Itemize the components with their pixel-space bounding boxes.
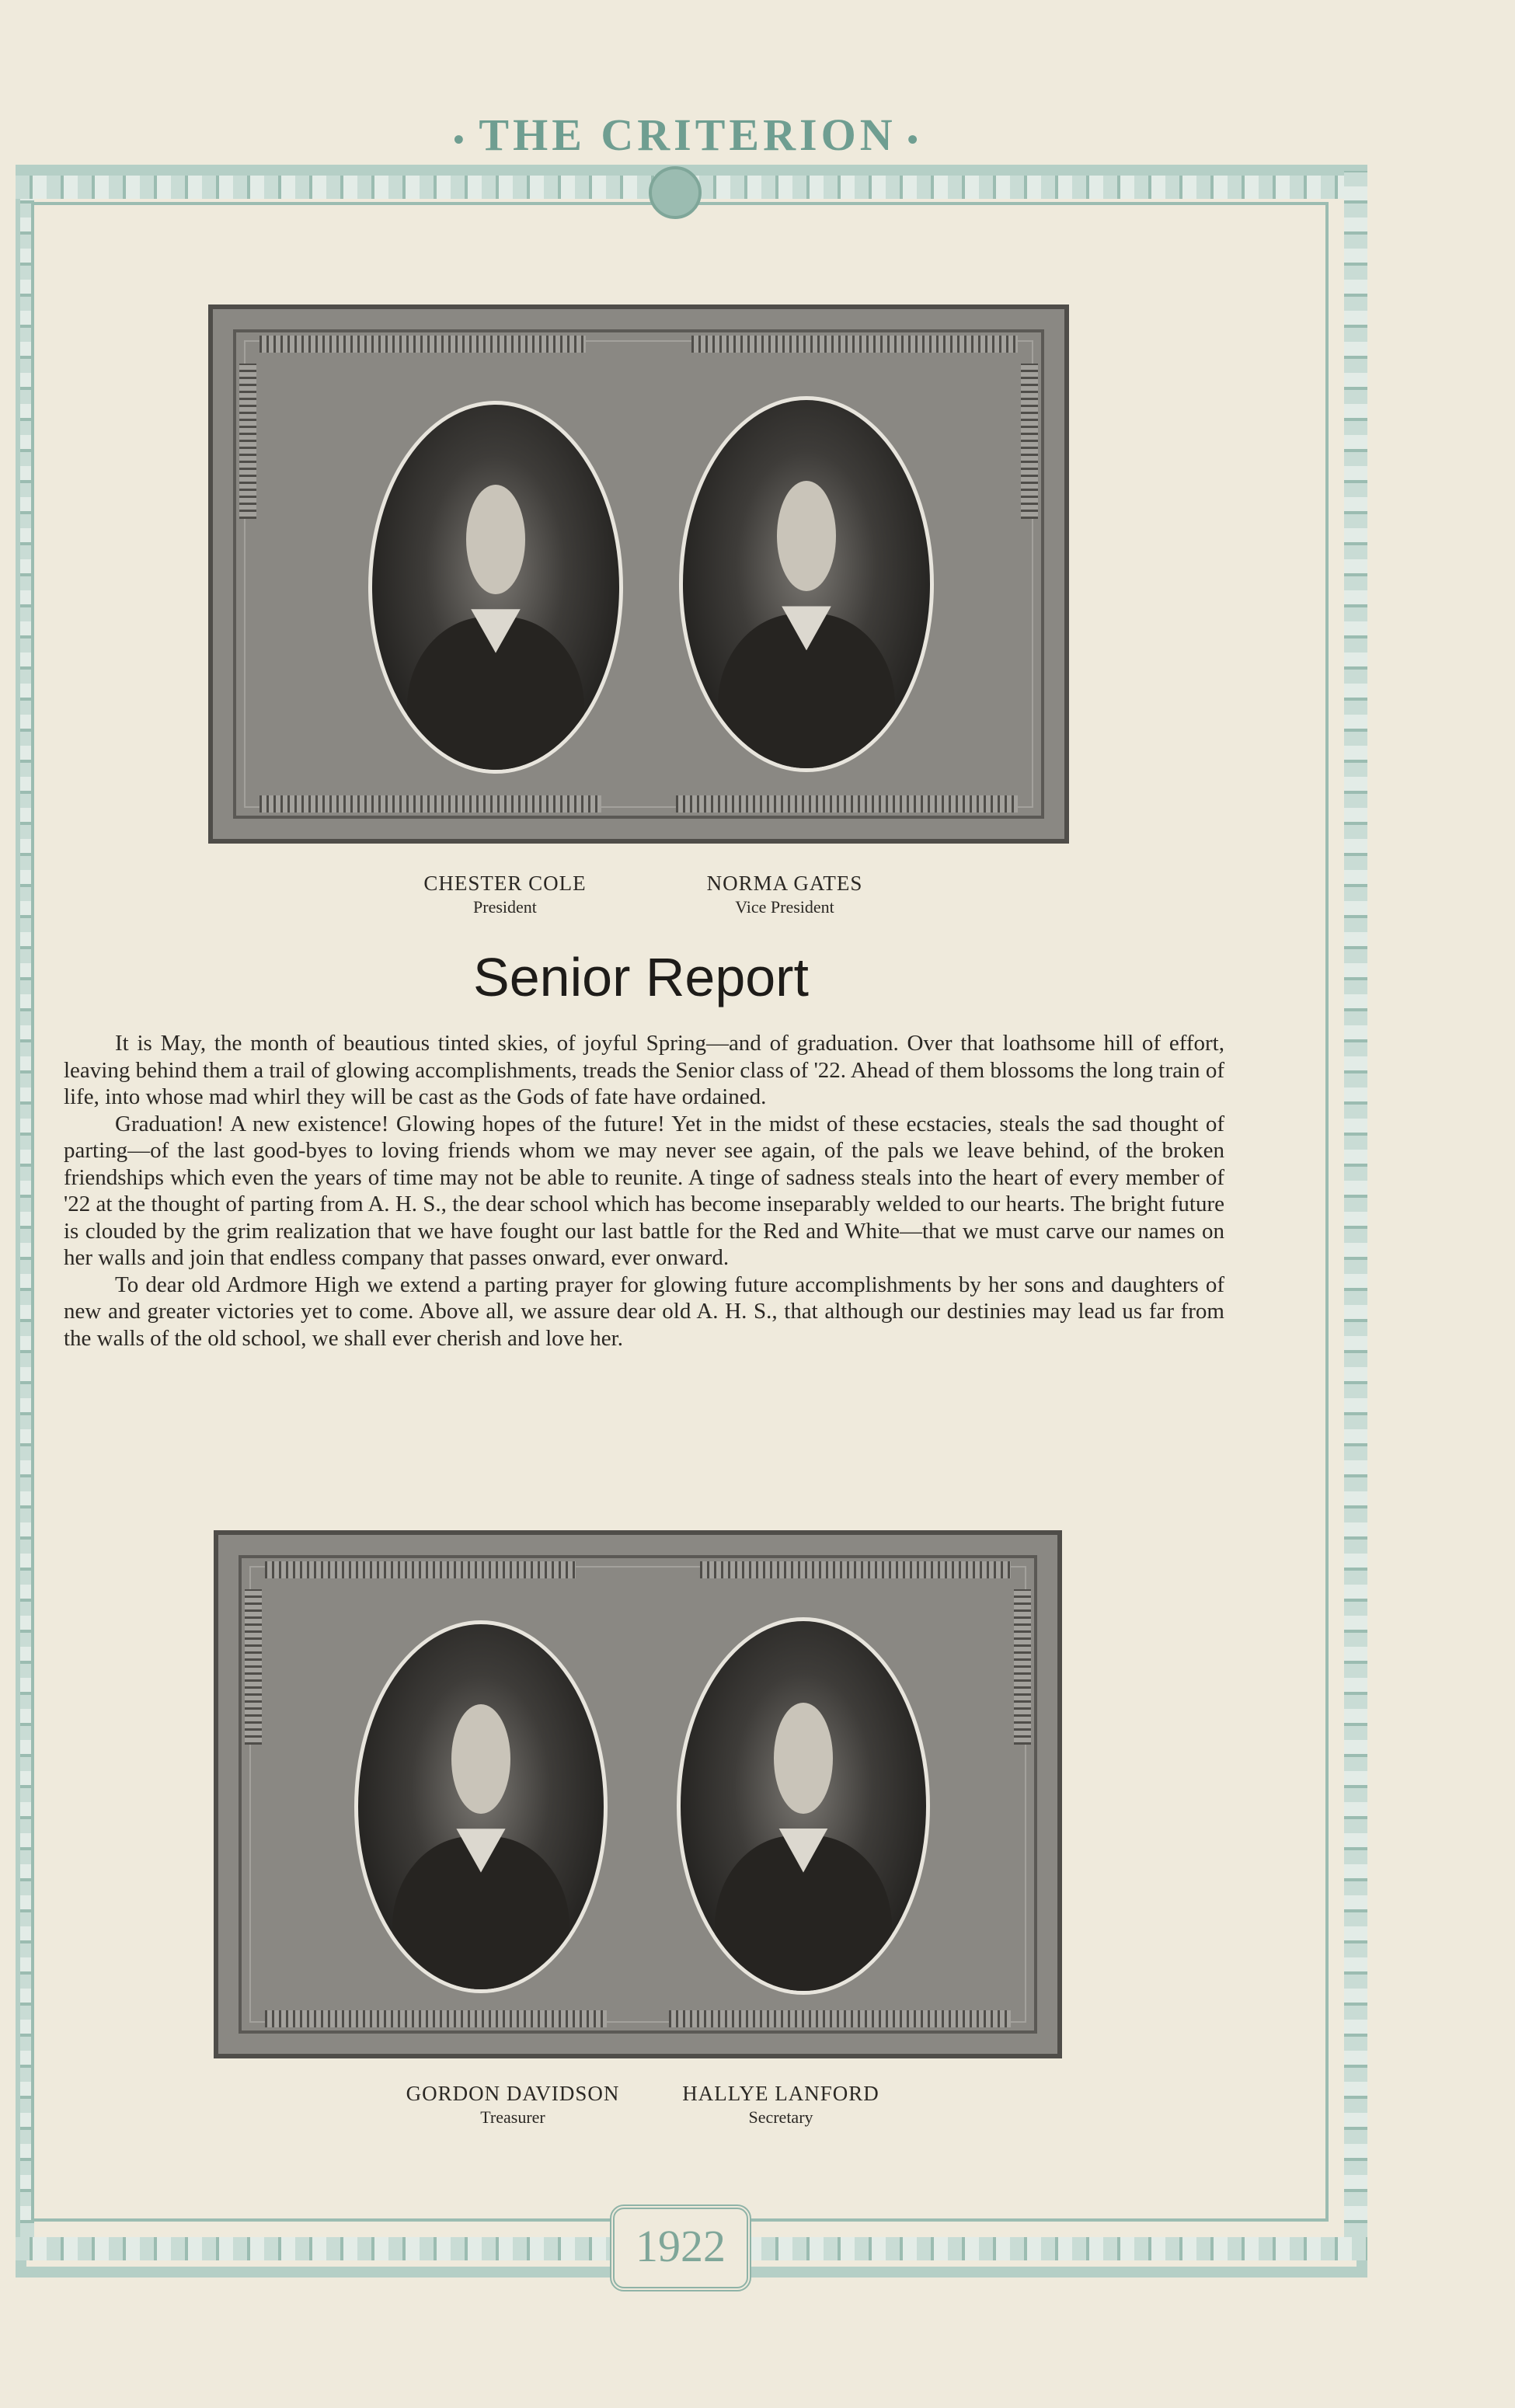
officer-caption: [668, 872, 901, 917]
portrait-photo: [677, 1617, 930, 1995]
officer-title: Vice President: [735, 897, 834, 917]
publication-title: THE CRITERION: [479, 110, 897, 160]
portrait-photo: [368, 401, 623, 774]
panel-rail: [265, 1561, 576, 1578]
border-crest-icon: [649, 166, 702, 219]
panel-rail: [669, 2010, 1011, 2027]
officer-title: President: [473, 897, 537, 917]
officer-name: HALLYE LANFORD: [682, 2082, 879, 2105]
panel-rail: [700, 1561, 1011, 1578]
portrait-photo: [679, 396, 934, 772]
officer-title: Secretary: [748, 2107, 813, 2127]
border-band-right: [1344, 171, 1367, 2237]
panel-rail: [691, 336, 1018, 353]
panel-rail: [676, 795, 1018, 813]
portrait-photo: [354, 1620, 608, 1993]
running-head: [0, 109, 1375, 161]
officer-name: CHESTER COLE: [423, 872, 587, 895]
article-paragraph: To dear old Ardmore High we extend a parting prayer for glowing future accomplishments by her sons and daughters of new and greater victories yet to come. Above all, we assure dear old A. H. S., that although our destinies may lead us far from the walls of the old school, we shall ever cherish and love her.: [64, 1272, 1224, 1351]
panel-rail: [239, 364, 256, 519]
panel-rail: [259, 795, 601, 813]
officer-title: Treasurer: [480, 2107, 545, 2127]
ornament-dot-right: •: [907, 122, 922, 158]
panel-rail: [1014, 1589, 1031, 1745]
ornament-dot-left: •: [453, 122, 468, 158]
panel-rail: [259, 336, 586, 353]
officer-caption: [373, 2082, 653, 2128]
article-body: [64, 1030, 1224, 1352]
article-title: Senior Report: [473, 947, 809, 1007]
panel-rail: [265, 2010, 607, 2027]
officer-name: GORDON DAVIDSON: [406, 2082, 620, 2105]
panel-rail: [1021, 364, 1038, 519]
panel-rail: [245, 1589, 262, 1745]
portrait-panel-bottom: [214, 1530, 1062, 2058]
article-paragraph: Graduation! A new existence! Glowing hopes of the future! Yet in the midst of these ecstacies, steals the sad thought of parting—of the last good-byes to loving friends whom we may never see again, of the pals we leave behind, of the broken friendships which even the years of time may not be able to reunite. A tinge of sadness steals into the heart of every member of '22 at the thought of parting from A. H. S., the dear school which has become inseparably welded to our hearts. The bright future is clouded by the grim realization that we have fought our last battle for the Red and White—that we must carve our names on her walls and join that endless company that passes onward, ever onward.: [64, 1111, 1224, 1270]
year-medallion: 1922: [610, 2204, 751, 2291]
officer-caption: [388, 872, 622, 917]
portrait-panel-top: [208, 304, 1069, 844]
article-paragraph: It is May, the month of beautious tinted skies, of joyful Spring—and of graduation. Over that loathsome hill of effort, leaving behind them a trail of glowing accomplishments, treads the Senior class of '22. Ahead of them blossoms the long train of life, into whose mad whirl they will be cast as the Gods of fate have ordained.: [64, 1031, 1224, 1109]
officer-name: NORMA GATES: [706, 872, 863, 895]
officer-caption: [653, 2082, 909, 2128]
